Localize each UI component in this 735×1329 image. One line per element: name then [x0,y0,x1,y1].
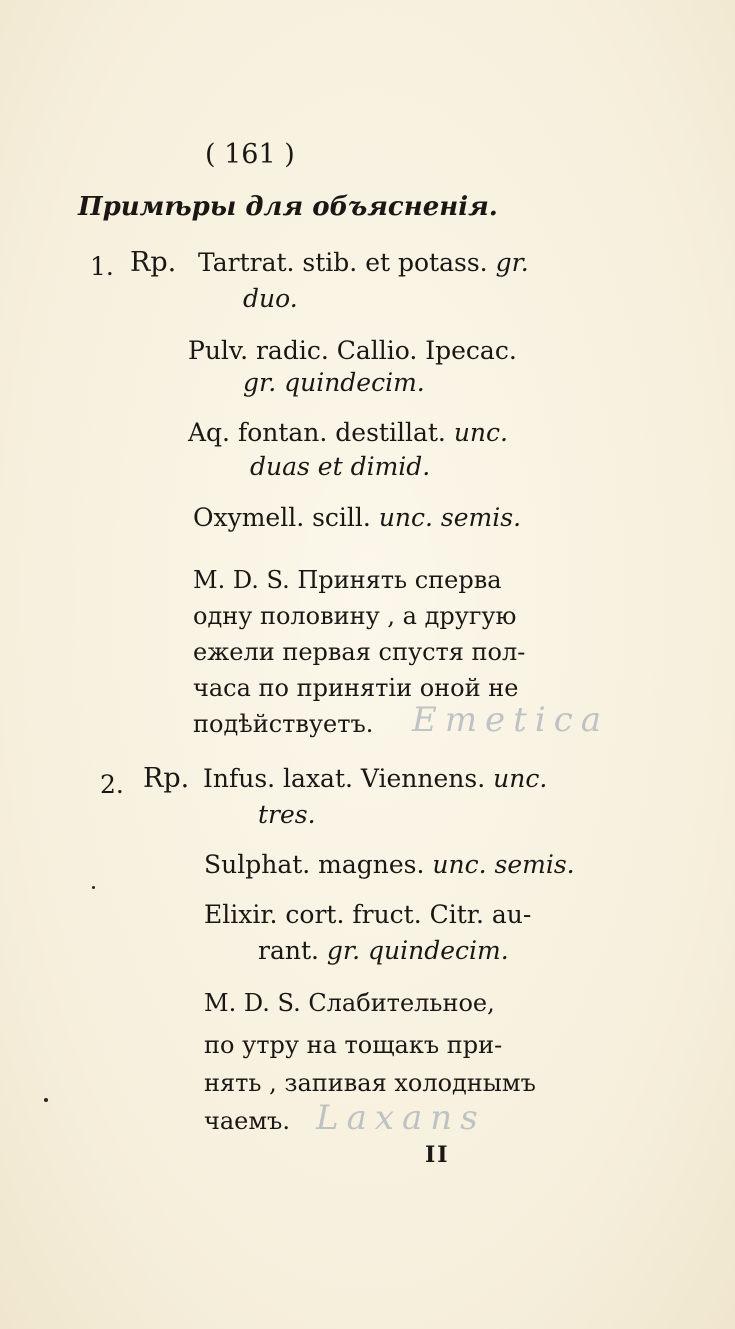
recipe-1-line-7-text: Oxymell. scill. [193,503,371,532]
recipe-2-line-1-text: Infus. laxat. Viennens. [203,764,486,793]
recipe-1-line-3: Pulv. radic. Callio. Ipecac. [188,336,517,365]
signature-mark: II [425,1142,450,1168]
recipe-1-line-6: duas et dimid. [250,452,431,481]
recipe-1-instructions-2: одну половину , а другую [193,602,517,630]
recipe-2-line-2: tres. [258,800,316,829]
recipe-2-line-3-text: Sulphat. magnes. [204,850,425,879]
recipe-2-instructions-4: чаемъ. [204,1107,290,1135]
recipe-1-line-2: duo. [243,284,298,313]
recipe-2-handwritten-note: Laxans [316,1098,486,1138]
recipe-2-instructions-1: M. D. S. Слабительное, [204,989,495,1017]
recipe-2-line-1-dose: unc. [493,764,548,793]
recipe-2-line-5-dose: gr. quindecim. [326,936,509,965]
recipe-1-line-7 [193,503,521,533]
recipe-1-line-1-text: Tartrat. stib. et potass. [198,248,488,277]
recipe-1-instructions-3: ежели первая спустя пол- [193,638,526,666]
ink-speck [44,1098,48,1102]
recipe-2-instructions-2: по утру на тощакъ при- [204,1031,503,1059]
recipe-2-rp: Rp. [143,763,190,794]
recipe-1-rp: Rp. [130,247,177,278]
recipe-1-line-7-dose: unc. semis. [378,503,522,532]
recipe-2-line-5 [258,936,509,966]
recipe-2-line-5-text: rant. [258,936,319,965]
page-number: ( 161 ) [205,139,295,170]
recipe-1-instructions-5: подѣйствуетъ. [193,710,374,738]
recipe-2-line-3 [204,850,575,880]
recipe-1-line-4: gr. quindecim. [243,368,425,397]
recipe-1-line-5 [188,418,508,448]
recipe-1-handwritten-note: Emetica [412,700,610,740]
recipe-1-line-5-text: Aq. fontan. destillat. [188,418,446,447]
section-heading: Примѣры для объясненія. [78,192,498,222]
recipe-2-number: 2. [100,770,124,799]
recipe-2-line-4: Elixir. cort. fruct. Citr. au- [204,900,532,929]
ink-speck [92,886,95,889]
recipe-1-instructions-1: M. D. S. Принять сперва [193,566,502,594]
recipe-2-line-1 [203,764,547,794]
recipe-1-line-5-dose: unc. [453,418,508,447]
recipe-2-line-3-dose: unc. semis. [432,850,575,879]
recipe-1-number: 1. [90,252,114,281]
recipe-1-line-1 [198,248,529,278]
recipe-1-instructions-4: часа по принятіи оной не [193,674,519,702]
recipe-1-line-1-dose: gr. [495,248,529,277]
recipe-2-instructions-3: нять , запивая холоднымъ [204,1069,536,1097]
